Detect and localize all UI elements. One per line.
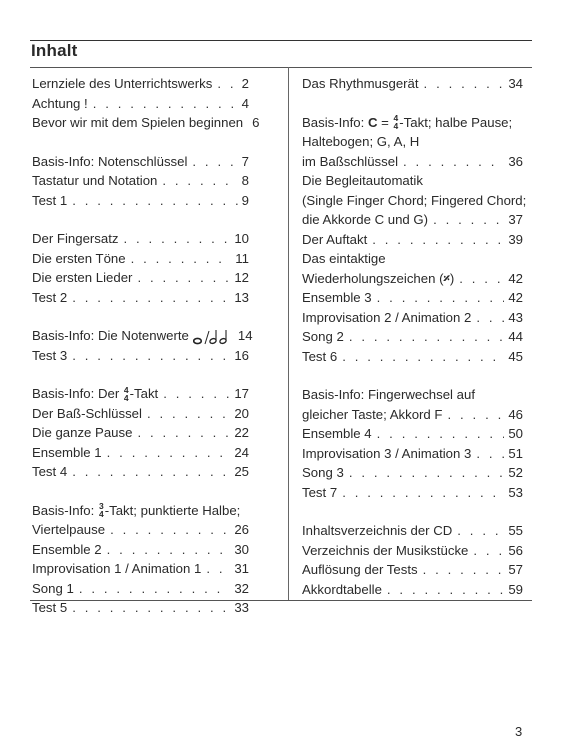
toc-entry-page: 31 — [234, 561, 249, 576]
toc-entry-label: Test 2 — [32, 289, 68, 305]
toc-entry-label: Test 5 — [32, 600, 68, 615]
page-title: Inhalt — [31, 41, 78, 60]
toc-entry-page: 33 — [234, 600, 249, 615]
dot-leader — [403, 152, 504, 172]
toc-entry[interactable] — [302, 424, 523, 444]
toc-entry[interactable] — [32, 229, 249, 249]
toc-group — [32, 152, 249, 211]
common-time-icon: C — [367, 114, 378, 130]
dot-leader — [72, 462, 230, 482]
toc-entry-page: 52 — [508, 465, 523, 480]
toc-entry-page: 7 — [241, 153, 249, 169]
toc-entry-label: Test 6 — [302, 348, 338, 364]
toc-entry[interactable] — [32, 249, 249, 269]
toc-group — [32, 501, 249, 618]
toc-entry[interactable] — [302, 210, 523, 230]
toc-entry[interactable] — [302, 541, 523, 561]
toc-group — [32, 384, 249, 482]
toc-entry[interactable] — [302, 288, 523, 308]
dot-leader — [459, 269, 504, 289]
toc-entry-page: 16 — [234, 347, 249, 363]
toc-entry-page: 34 — [508, 76, 523, 91]
dot-leader — [107, 540, 231, 560]
toc-entry-page: 43 — [508, 309, 523, 325]
toc-entry-page: 10 — [234, 231, 249, 246]
toc-entry-page: 25 — [234, 464, 249, 479]
toc-entry-label: Der Baß-Schlüssel — [32, 405, 142, 421]
dot-leader — [110, 520, 230, 540]
dot-leader — [123, 229, 230, 249]
toc-entry[interactable] — [32, 288, 249, 308]
toc-entry-label: Improvisation 1 / Animation 1 — [32, 561, 202, 576]
toc-entry-label: Der Fingersatz — [32, 231, 119, 246]
dot-leader — [93, 94, 238, 114]
toc-entry[interactable] — [32, 113, 260, 133]
toc-entry[interactable] — [302, 347, 523, 367]
toc-entry[interactable] — [32, 384, 249, 404]
toc-entry-page: 6 — [252, 115, 260, 130]
toc-entry-page: 9 — [241, 192, 249, 208]
toc-entry-page: 4 — [241, 95, 249, 111]
toc-entry-page: 12 — [234, 270, 249, 285]
dot-leader — [423, 560, 505, 580]
dot-leader — [457, 521, 504, 541]
dot-leader — [147, 404, 230, 424]
dot-leader — [137, 423, 230, 443]
toc-right-column — [302, 74, 527, 599]
toc-entry[interactable] — [32, 268, 249, 288]
dot-leader — [387, 580, 504, 600]
dot-leader — [349, 327, 505, 347]
toc-entry-label: im Baßschlüssel — [302, 153, 399, 169]
toc-entry-label: Test 3 — [32, 347, 68, 363]
toc-entry[interactable] — [32, 346, 249, 366]
toc-entry-label: Das Rhythmusgerät — [302, 76, 419, 91]
toc-entry-page: 39 — [508, 231, 523, 247]
toc-entry-label: Song 3 — [302, 465, 344, 480]
toc-entry[interactable] — [302, 152, 523, 172]
toc-group — [32, 229, 249, 307]
toc-entry-page: 17 — [234, 386, 249, 401]
toc-entry-label: Ensemble 1 — [32, 444, 102, 460]
toc-entry-label: Ensemble 2 — [32, 541, 102, 557]
toc-entry[interactable] — [302, 327, 523, 347]
toc-entry-label: Bevor wir mit dem Spielen beginnen — [32, 115, 244, 130]
toc-entry-label: Lernziele des Unterrichtswerks — [32, 76, 213, 91]
dot-leader — [448, 405, 505, 425]
toc-entry-page: 57 — [508, 562, 523, 577]
toc-entry-label: Basis-Info: Die Notenwerte — [32, 326, 229, 346]
toc-entry-page: 51 — [508, 445, 523, 461]
toc-entry-label: die Akkorde C und G) — [302, 212, 429, 227]
dot-leader — [377, 288, 505, 308]
toc-entry-line: Basis-Info: C = 4 4 -Takt; halbe Pause; — [302, 113, 513, 132]
toc-entry[interactable] — [32, 579, 249, 599]
toc-group — [302, 521, 523, 599]
dot-leader — [72, 598, 230, 618]
toc-entry-page: 42 — [508, 290, 523, 305]
dot-leader — [217, 74, 237, 94]
toc-entry-label: Der Auftakt — [302, 231, 368, 247]
toc-entry-page: 46 — [508, 406, 523, 422]
toc-group — [302, 113, 527, 367]
toc-entry-label: Song 2 — [302, 329, 344, 344]
toc-entry-page: 44 — [508, 329, 523, 344]
toc-entry-page: 30 — [234, 541, 249, 557]
dot-leader — [424, 74, 505, 94]
toc-left-column — [32, 74, 260, 618]
toc-entry[interactable] — [32, 443, 249, 463]
toc-entry-label: Test 4 — [32, 464, 68, 479]
toc-entry[interactable] — [302, 444, 523, 464]
top-rule — [30, 40, 532, 41]
toc-entry[interactable] — [302, 405, 523, 425]
toc-entry[interactable] — [32, 94, 249, 114]
time-signature: 4 4 — [123, 384, 129, 403]
toc-entry[interactable] — [32, 423, 249, 443]
toc-entry-page: 45 — [508, 348, 523, 364]
note-values-icon — [193, 329, 229, 345]
column-divider — [288, 67, 289, 600]
toc-entry-label: Verzeichnis der Musikstücke — [302, 542, 469, 558]
toc-entry[interactable] — [32, 326, 253, 346]
toc-entry-label: Die ersten Lieder — [32, 270, 133, 285]
toc-entry-label: Ensemble 3 — [302, 290, 372, 305]
dot-leader — [72, 346, 230, 366]
toc-entry-label: Achtung ! — [32, 95, 88, 111]
toc-entry-page: 24 — [234, 444, 249, 460]
toc-entry-page: 32 — [234, 580, 249, 596]
toc-entry-line: Die Begleitautomatik — [302, 173, 423, 188]
dot-leader — [137, 268, 230, 288]
toc-entry[interactable] — [32, 559, 249, 579]
toc-entry-label: Song 1 — [32, 580, 74, 596]
dot-leader — [473, 541, 504, 561]
toc-entry[interactable] — [302, 230, 523, 250]
toc-entry-page: 8 — [241, 173, 249, 188]
toc-entry-label: Basis-Info: Notenschlüssel — [32, 153, 188, 169]
dot-leader — [349, 463, 505, 483]
toc-entry-label: Basis-Info: Der 4 4 -Takt — [32, 384, 159, 403]
toc-entry-label: Tastatur und Notation — [32, 173, 158, 188]
dot-leader — [192, 152, 237, 172]
toc-entry[interactable] — [302, 308, 523, 328]
toc-entry-label: Akkordtabelle — [302, 581, 382, 597]
toc-entry-label: Improvisation 3 / Animation 3 — [302, 445, 472, 461]
toc-entry-line: Haltebogen; G, A, H — [302, 134, 420, 149]
toc-entry-label: Viertelpause — [32, 522, 106, 537]
toc-entry-line: Basis-Info: Fingerwechsel auf — [302, 387, 475, 402]
dot-leader — [433, 210, 504, 230]
toc-entry[interactable] — [32, 152, 249, 172]
toc-entry-page: 42 — [508, 270, 523, 286]
toc-entry-page: 53 — [508, 484, 523, 500]
toc-entry[interactable] — [32, 404, 249, 424]
toc-entry-page: 55 — [508, 523, 523, 538]
toc-entry-label: Test 7 — [302, 484, 338, 500]
toc-entry-page: 20 — [234, 405, 249, 421]
toc-entry-page: 2 — [241, 76, 249, 91]
dot-leader — [342, 483, 504, 503]
toc-entry-page: 26 — [234, 522, 249, 537]
toc-entry-page: 56 — [508, 542, 523, 558]
toc-entry-label: Die ersten Töne — [32, 250, 126, 266]
title-rule — [30, 67, 532, 68]
toc-entry[interactable] — [32, 540, 249, 560]
toc-entry[interactable] — [302, 463, 523, 483]
toc-entry-page: 11 — [235, 250, 249, 266]
toc-entry-label: Inhaltsverzeichnis der CD — [302, 523, 453, 538]
toc-entry[interactable] — [302, 483, 523, 503]
toc-entry-label: Auflösung der Tests — [302, 562, 418, 577]
toc-entry[interactable] — [32, 74, 249, 94]
toc-entry[interactable] — [32, 191, 249, 211]
toc-entry-label: Die ganze Pause — [32, 425, 133, 440]
toc-entry-page: 59 — [508, 581, 523, 597]
dot-leader — [72, 288, 230, 308]
dot-leader — [72, 191, 237, 211]
toc-group — [32, 326, 253, 365]
dot-leader — [377, 424, 505, 444]
page-number: 3 — [515, 724, 523, 739]
dot-leader — [79, 579, 231, 599]
toc-entry[interactable] — [302, 74, 523, 94]
toc-entry[interactable] — [302, 269, 523, 289]
toc-entry[interactable] — [32, 462, 249, 482]
dot-leader — [476, 308, 504, 328]
dot-leader — [162, 171, 237, 191]
toc-entry-page: 13 — [234, 289, 249, 305]
toc-entry[interactable] — [302, 521, 523, 541]
toc-entry[interactable] — [302, 560, 523, 580]
toc-entry-line: Das eintaktige — [302, 251, 386, 266]
toc-entry-label: gleicher Taste; Akkord F — [302, 406, 443, 422]
dot-leader — [342, 347, 504, 367]
dot-leader — [206, 559, 230, 579]
toc-entry-page: 14 — [237, 328, 253, 343]
toc-entry-label: Test 1 — [32, 192, 68, 208]
toc-entry-line: Basis-Info: 3 4 -Takt; punktierte Halbe; — [32, 501, 241, 520]
dot-leader — [476, 444, 504, 464]
time-signature: 4 4 — [393, 113, 399, 132]
toc-entry[interactable] — [32, 598, 249, 618]
dot-leader — [163, 384, 230, 404]
toc-entry[interactable] — [32, 520, 249, 540]
toc-entry-page: 37 — [508, 212, 523, 227]
repeat-measure-icon: 𝄎 — [443, 270, 450, 286]
toc-group — [32, 74, 260, 133]
dot-leader — [107, 443, 231, 463]
toc-entry[interactable] — [32, 171, 249, 191]
time-signature: 3 4 — [98, 501, 104, 520]
toc-entry[interactable] — [302, 580, 523, 600]
toc-entry-label: Improvisation 2 / Animation 2 — [302, 309, 472, 325]
toc-entry-label: Wiederholungszeichen (𝄎) — [302, 270, 455, 286]
toc-entry-page: 22 — [234, 425, 249, 440]
toc-entry-page: 36 — [508, 153, 523, 169]
toc-entry-line: (Single Finger Chord; Fingered Chord; — [302, 192, 527, 208]
toc-group — [302, 385, 523, 502]
dot-leader — [131, 249, 232, 269]
toc-entry-label: Ensemble 4 — [302, 426, 372, 441]
dot-leader — [372, 230, 504, 250]
toc-entry-page: 50 — [508, 426, 523, 441]
toc-group — [302, 74, 523, 94]
